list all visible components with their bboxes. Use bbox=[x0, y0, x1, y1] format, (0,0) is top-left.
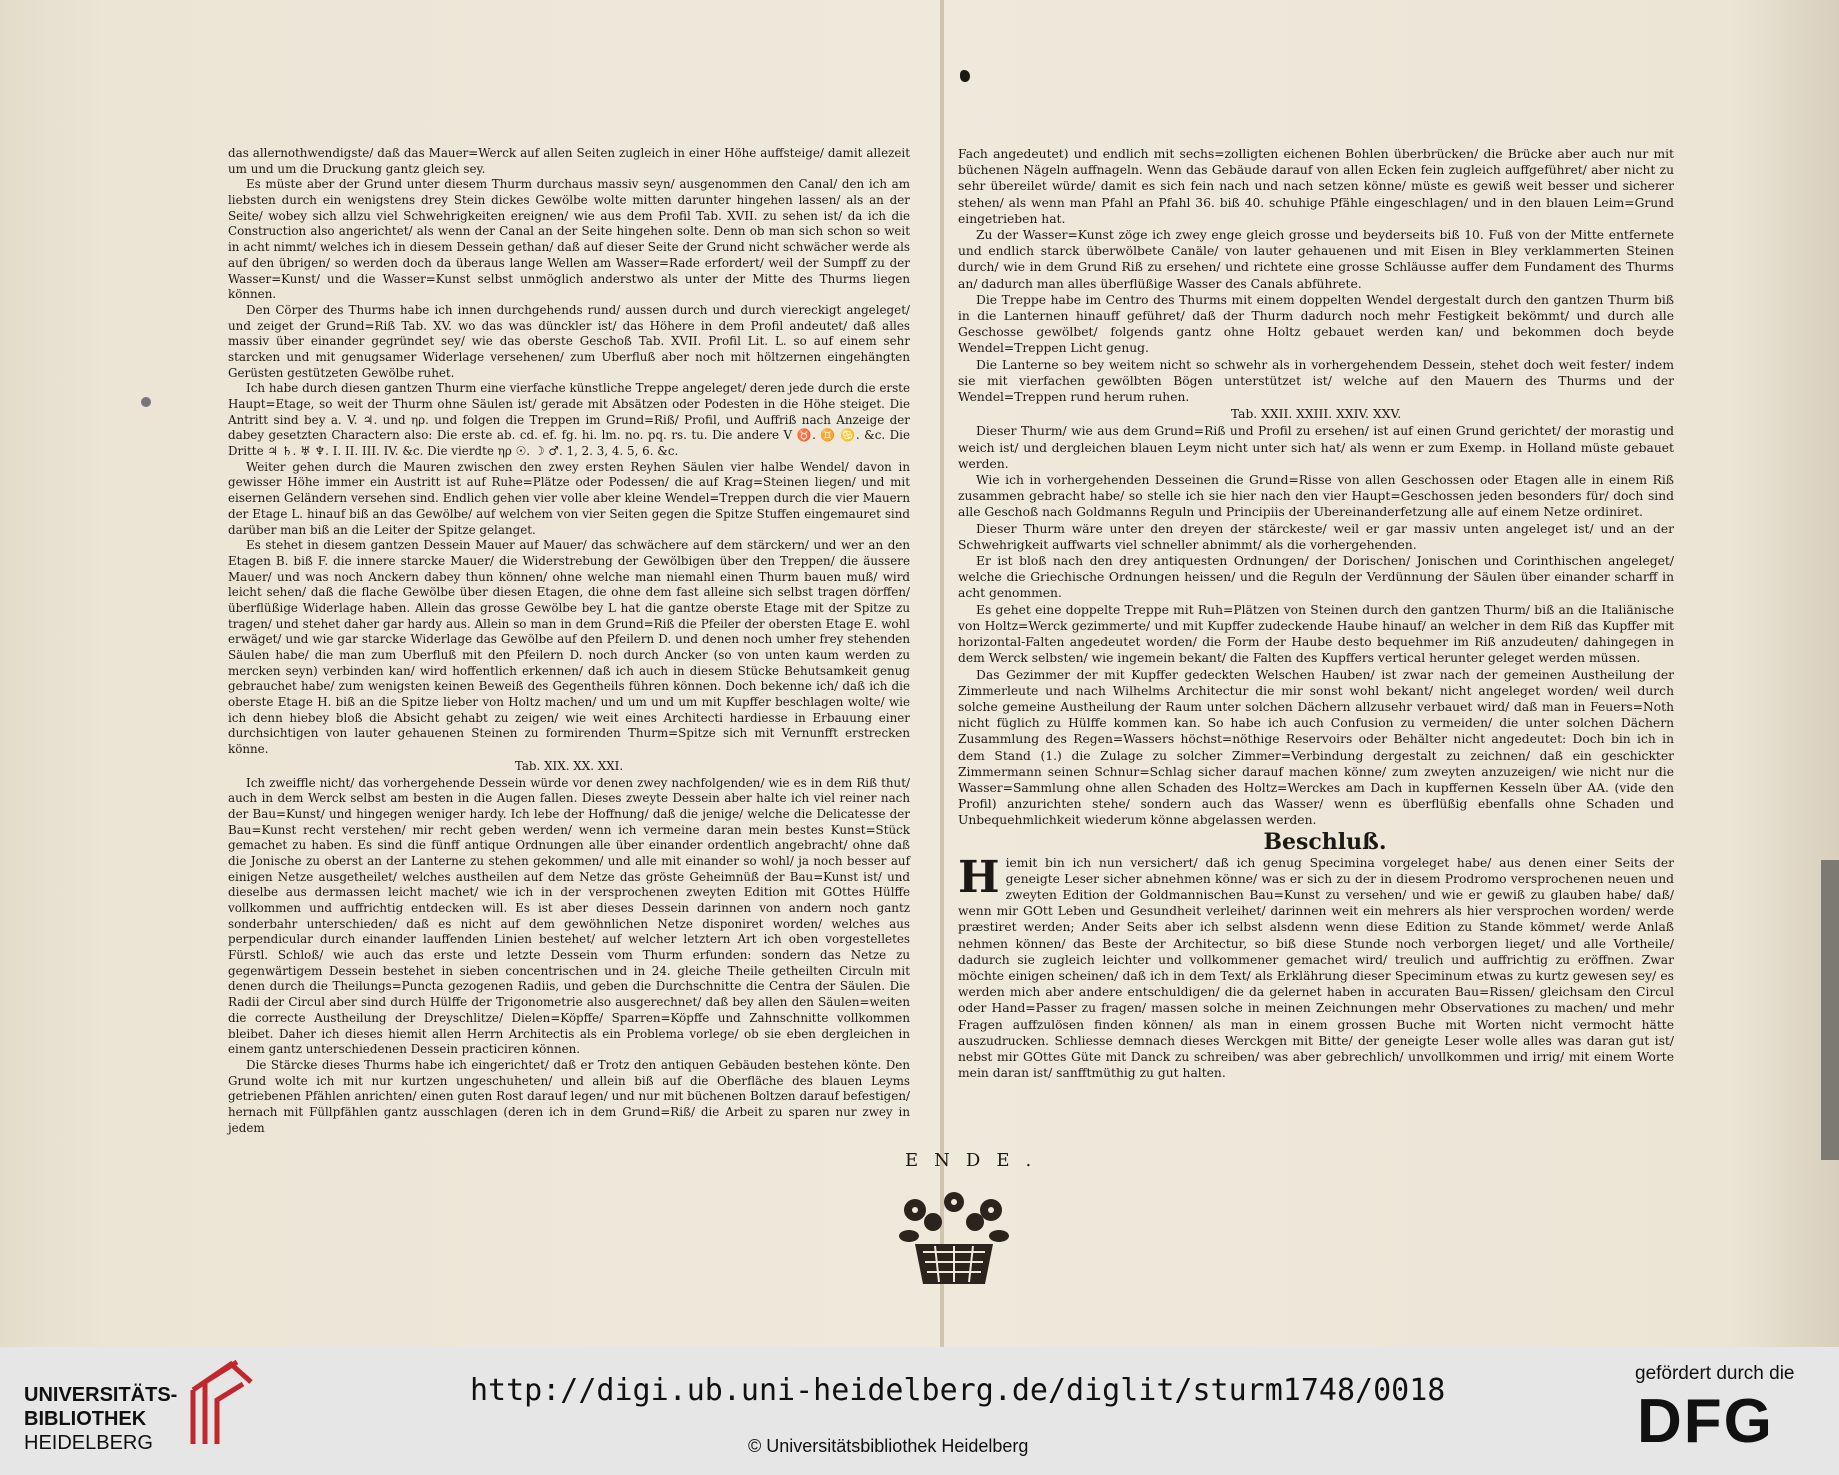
paragraph: Dieser Thurm/ wie aus dem Grund=Riß und Profil zu ersehen/ ist auf einen Grund gerichtet/ der morastig und weich ist/ und dergleichen blauen Leym nicht unter sich hat/ als wenn er zum Exemp. in Holland müste gebauet werden. bbox=[958, 424, 1674, 471]
paragraph: Es stehet in diesem gantzen Dessein Mauer auf Mauer/ das schwächere auf dem stärckern/ und wer an den Etagen B. biß F. die innere starcke Mauer/ die Widerstrebung der Gewölbigen über den Treppen/ die äussere Mauer/ und was noch Anckern dabey thun können/ ohne welche man niemahl einen Thurm bauen muß/ wird leicht sehen/ daß die flache Gewölbe über diesen Etagen, die ohne dem fast alleine sich selbst tragen dörffen/ überflüßige Widerlage haben. Allein das grosse Gewölbe bey L hat die gantze oberste Etage mit der Spitze zu tragen/ und stehet daher gar hardy aus. Allein so man in dem Grund=Riß die Pfeiler der obersten Etage E. wohl erwäget/ und wie gar starcke Widerlage das Gewölbe auf den Pfeilern D. und denen noch umher frey stehenden Säulen habe/ die man zum Uberfluß mit den Pfeilern D. noch durch Ancker (so von unten kaum werden zu mercken seyn) verbinden kan/ wird hoffentlich erkennen/ daß ich auch in diesem Stücke Behutsamkeit genug gebrauchet habe/ zum wenigsten keinen Beweiß des Gegentheils führen können. Doch bekenne ich/ daß ich die oberste Etage H. biß an die Spitze lieber von Holtz machen/ und um und um mit Kupffer beschlagen wolte/ wie ich denn hiebey bloß die Absicht gehabt zu zeigen/ wie weit eines Architecti hardiesse in Erbauung einer durchsichtigen von lauter gehauenen Steinen zu formirenden Thurm=Spitze sich mit Vernunfft erstrecken könne. bbox=[228, 538, 910, 757]
paragraph: Wie ich in vorhergehenden Desseinen die Grund=Risse von allen Geschossen oder Etagen alle in einem Riß zusammen gebracht habe/ so stelle ich sie hier nach den vier Haupt=Geschossen jeden besonders für/ doch sind alle Geschoß nach Goldmanns Reguln und Principiis der Ubereinanderfetzung alle auf einem Netze ordiniret. bbox=[958, 473, 1674, 520]
logo-line-1: UNIVERSITÄTS- bbox=[24, 1384, 178, 1406]
copyright-text: © Universitätsbibliothek Heidelberg bbox=[748, 1436, 1029, 1456]
logo-line-2: BIBLIOTHEK bbox=[24, 1408, 147, 1430]
paragraph: Das Gezimmer der mit Kupffer gedeckten Welschen Hauben/ ist zwar nach der gemeinen Austheilung der Zimmerleute und nach Wilhelms Architectur die mir sonst wohl bekant/ nicht angeleget worden/ weil durch solche gemeine Austheilung der Raum unter solchen Dächern allzusehr verbauet wird/ daß man in Feuers=Noth nicht füglich zu Hülffe kommen kan. So habe ich auch Confusion zu vermeiden/ die unter solchen Dächern Zusammlung des Regen=Wassers höchst=nöthige Reservoirs oder Behälter nicht angedeutet: Doch bin ich in dem Stand (1.) die Zulage zu solcher Zimmer=Verbindung dergestalt zu zeichnen/ daß ein geschickter Zimmermann seinen Schnur=Schlag sicher darauf machen könne/ zum zweyten anzuzeigen/ wie nicht nur die Wasser=Sammlung ohne allen Schaden des Holtz=Werckes am Dach in kupffernen Kesseln über AA. (vide den Profil) anzurichten stehe/ sondern auch das Wasser/ wenn es überflüßig ebenfalls ohne Schaden und Unbequehmlichkeit wiederum könne abgelassen werden. bbox=[958, 667, 1674, 828]
paragraph: Es gehet eine doppelte Treppe mit Ruh=Plätzen von Steinen durch den gantzen Thurm/ biß an die Italiänische von Holtz=Werck gezimmerte/ und mit Kupffer zudeckende Haube hinauf/ an welcher in dem Riß das Kupffer mit horizontal-Falten angedeutet worden/ die Form der Haube desto bequehmer im Riß anzudeuten/ dahingegen in dem Werck selbsten/ wie ingemein bekant/ die Falten des Kupffers vertical herunter geleget werden müssen. bbox=[958, 602, 1674, 666]
paragraph: Er ist bloß nach den drey antiquesten Ordnungen/ der Dorischen/ Jonischen und Corinthischen angeleget/ welche die Griechische Ordnungen heissen/ und die Reguln der Verdünnung der Säulen über einander scharff in acht genommen. bbox=[958, 554, 1674, 601]
ink-blot bbox=[960, 70, 970, 82]
paragraph: Es müste aber der Grund unter diesem Thurm durchaus massiv seyn/ ausgenommen den Canal/ den ich am liebsten durch ein wenigstens drey Stein dickes Gewölbe wolte mitten darunter hingehen lassen/ als an der Seite/ wobey sich allzu viel Schwehrigkeiten ereignen/ wie aus dem Profil Tab. XVII. zu sehen ist/ da ich die Construction also angerichtet/ als wenn der Canal an der Seite hingehen solte. Denn ob man sich schon so weit in acht nimmt/ welches ich in diesem Dessein gethan/ daß auf dieser Seite der Grund nicht schwächer werde als auf den übrigen/ so werden doch da überaus lange Wellen am Wasser=Rade erfordert/ weil der Sumpff zu der Wasser=Kunst/ und die Wasser=Kunst selbst unmöglich anderstwo als unter der Mitte des Thurms liegen können. bbox=[228, 177, 910, 302]
drop-cap: H bbox=[958, 851, 1000, 903]
dfg-logo[interactable]: DFG bbox=[1637, 1387, 1774, 1456]
permalink-url[interactable]: http://digi.ub.uni-heidelberg.de/diglit/sturm1748/0018 bbox=[470, 1373, 1446, 1408]
paragraph: Zu der Wasser=Kunst zöge ich zwey enge gleich grosse und beyderseits biß 10. Fuß von der Mitte entfernete und endlich starck überwölbete Canäle/ von lauter gehauenen und mit Eisen in Bley verklammerten Steinen durch/ wie in dem Grund Riß zu ersehen/ und richtete eine grosse Schläusse auffer dem Fundament des Thurms an/ dadurch man alles überflüßige Wasser des Canals abführete. bbox=[958, 228, 1674, 291]
paragraph: Dieser Thurm wäre unter den dreyen der stärckeste/ weil er gar massiv unten angeleget ist/ und an der Schwehrigkeit auffwarts viel schneller abnimmt/ als die vorhergehenden. bbox=[958, 521, 1674, 552]
section-heading: Beschluß. bbox=[1263, 828, 1387, 855]
scan-edge bbox=[1821, 860, 1839, 1160]
paragraph: Ich zweiffle nicht/ das vorhergehende Dessein würde vor denen zwey nachfolgenden/ wie es in dem Riß thut/ auch in dem Werck selbst am besten in die Augen fallen. Dieses zweyte Dessein aber halte ich viel reiner nach der Bau=Kunst/ und hingegen weniger hardy. Ich lebe der Hoffnung/ daß die jenige/ welche die Delicatesse der Bau=Kunst recht verstehen/ mir recht geben werden/ wenn ich vermeine daran mein bestes Kunst=Stück gemachet zu haben. Es sind die fünff antique Ordnungen alle über einander ordentlich angebracht/ ohne daß die Jonische zu oberst an der Lanterne zu stehen gekommen/ und alle mit einander so wohl/ ja noch besser auf einigen Netze ausgetheilet/ welches austheilen auf dem Netze das gröste Geheimnüß der Bau=Kunst ist/ und dieselbe aus dermassen leicht machet/ wie ich in der versprochenen zweyten Edition mit GOttes Hülffe vollkommen und auffrichtig entdecken will. Es ist aber dieses Dessein darinnen von andern noch gantz sonderbahr unterschieden/ daß es nicht auf dem gewöhnlichen Netze disponiret worden/ welches aus perpendicular durch einander lauffenden Linien bestehet/ auf welcher letztern Art ich oben vorgestelletes Fürstl. Schloß/ wie auch das erste und letzte Dessein vom Thurm erfunden: sondern das Netze zu gegenwärtigem Dessein bestehet in sieben concentrischen und in 24. gleiche Theile getheilten Circuln mit denen durch die Theilungs=Puncta gezogenen Radiis, und geben die Durchschnitte die Centra der Säulen. Die Radii der Circul aber sind durch Hülffe der Trigonometrie also ausgerechnet/ daß bey allen den Säulen=weiten die correcte Austheilung der Dreyschlitze/ Dielen=Köpffe/ Sparren=Köpffe und Zahnschnitte vollkommen bleibet. Daher ich dieses hiemit allen Herrn Architectis als ein Problema vorlege/ ob sie eben dergleichen in einem gantz unterschiedenen Dessein practiciren können. bbox=[228, 775, 910, 1057]
dfg-funding-label: gefördert durch die bbox=[1635, 1363, 1795, 1384]
ende-text: ENDE. bbox=[905, 1150, 1048, 1171]
paragraph: Die Stärcke dieses Thurms habe ich eingerichtet/ daß er Trotz den antiquen Gebäuden bestehen könte. Den Grund wolte ich mit nur kurtzen ungeschuheten/ und allein biß auf die Oberfläche des blauen Leyms getriebenen Pfählen anrichten/ einen guten Rost darauf legen/ und nur mit büchenen Boltzen darauf befestigen/ hernach mit Füllpfählen gantz ausschlagen (deren ich in dem Grund=Riß/ die Arbeit zu sparen nur zwey in jedem bbox=[228, 1057, 910, 1135]
right-text-column bbox=[958, 146, 1674, 1081]
library-logo-text[interactable] bbox=[24, 1383, 177, 1455]
flower-basket-ornament bbox=[895, 1192, 1013, 1290]
left-text-column bbox=[228, 146, 910, 1136]
paragraph: Den Cörper des Thurms habe ich innen durchgehends rund/ aussen durch und durch viereckigt angeleget/ und zeiget der Grund=Riß Tab. XV. wo das was dünckler ist/ das Höhere in dem Profil andeutet/ daß alles massiv über einander gegründet sey/ wie das oberste Geschoß Tab. XVII. Profil Lit. L. so auf einem sehr starcken und mit genugsamer Widerlage versehenen/ zum Uberfluß aber noch mit höltzernen eingehängten Gerüsten gestützeten Gewölbe ruhet. bbox=[228, 302, 910, 380]
library-logo-icon[interactable] bbox=[185, 1360, 255, 1446]
logo-line-3: HEIDELBERG bbox=[24, 1432, 153, 1454]
paragraph: Die Treppe habe im Centro des Thurms mit einem doppelten Wendel dergestalt durch den gantzen Thurm biß in die Lanternen hinauff geführet/ daß der Thurm dadurch noch mehr Festigkeit bekömmt/ und durch alle Geschosse gewölbet/ folgends gantz ohne Holtz gebauet werden kan/ und bekommen doch beyde Wendel=Treppen Licht genug. bbox=[958, 292, 1674, 356]
paper-spot bbox=[141, 397, 151, 407]
paragraph-text: iemit bin ich nun versichert/ daß ich genug Specimina vorgeleget habe/ aus denen einer Seits der geneigte Leser sicher abnehmen könne/ was er sich zu der in diesem Prodromo versprochenen neuen und zweyten Edition der Goldmannischen Bau=Kunst zu versehen/ und wie er gewiß zu glauben habe/ daß/ wenn mir GOtt Leben und Gesundheit verleihet/ darinnen weit ein mehrers als hier versprochen worden/ werde præstiret werden; Ander Seits aber ich selbst alsdenn wenn diese Edition zu Stande kömmet/ werde Anlaß nehmen können/ das Beste der Architectur, so biß diese Stunde noch verborgen lieget/ und alle Vortheile/ dadurch sie zugleich leichter und vollkommener gemachet wird/ treulich und auffrichtig zu eröffnen. Zwar möchte einigen scheinen/ daß ich in dem Text/ als Erklährung dieser Speciminum etwas zu kurtz gewesen sey/ es werden mich aber andere entschuldigen/ die da gelernet haben in accuraten Bau=Rissen/ gleichsam den Circul oder Hand=Passer zu fragen/ massen solche in meinen Zeichnungen mehr Observationes zu machen/ und mehr Fragen auffzulösen finden können/ als man in einem grossen Buche mit Worten nicht vermocht hätte auszudrucken. Schliesse demnach dieses Werckgen mit Bitte/ der geneigte Leser wolle alles was daran gut ist/ nebst mir GOttes Güte mit Danck zu schreiben/ was aber gebrechlich/ unvollkommen und irrig/ mit einem Worte mein daran ist/ sanfftmüthig zu gut halten. bbox=[958, 855, 1674, 1081]
closing-paragraph bbox=[958, 851, 1674, 1082]
page-gutter bbox=[940, 0, 944, 1347]
paragraph: das allernothwendigste/ daß das Mauer=Werck auf allen Seiten zugleich in einer Höhe auffsteige/ damit allezeit um und um die Druckung gantz gleich sey. bbox=[228, 146, 910, 176]
table-reference: Tab. XIX. XX. XXI. bbox=[514, 758, 624, 773]
paragraph: Weiter gehen durch die Mauren zwischen den zwey ersten Reyhen Säulen vier halbe Wendel/ davon in gewisser Höhe immer ein Austritt ist auf Ruhe=Plätze oder Podessen/ die auf Krag=Steinen liegen/ und mit eisernen Geländern versehen sind. Endlich gehen vier volle aber kleine Wendel=Treppen durch die vier Mauern der Etage L. hinauf biß an das Gewölbe/ auf welchem von vier Seiten gegen die Spitze Stuffen eingemauret sind darüber man biß an die Leiter der Spitze gelanget. bbox=[228, 459, 910, 537]
paragraph: Die Lanterne so bey weitem nicht so schwehr als in vorhergehendem Dessein, stehet doch weit fester/ indem sie mit vierfachen gewölbten Bögen unterstützet ist/ welche auf den Mauern des Thurms und der Wendel=Treppen rund herum ruhen. bbox=[958, 357, 1674, 405]
paragraph: Ich habe durch diesen gantzen Thurm eine vierfache künstliche Treppe angeleget/ deren jede durch die erste Haupt=Etage, so weit der Thurm ohne Säulen ist/ gerade mit Absätzen oder Podesten in die Höhe steiget. Die Antritt sind bey a. V. ♃. und ηρ. und folgen die Treppen im Grund=Riß/ Profil, und Auffriß nach Anzeige der dabey gesetzten Charactern also: Die erste ab. cd. ef. fg. hi. lm. no. pq. rs. tu. Die andere V ♉. ♊ ♋. &c. Die Dritte ♃ ♄. ♅ ♆. I. II. III. IV. &c. Die vierdte ηρ ☉. ☽ ♂. 1, 2. 3, 4. 5, 6. &c. bbox=[228, 381, 910, 459]
table-reference: Tab. XXII. XXIII. XXIV. XXV. bbox=[1230, 407, 1402, 422]
paragraph: Fach angedeutet) und endlich mit sechs=zolligten eichenen Bohlen überbrücken/ die Brücke aber auch nur mit büchenen Nägeln auffnageln. Wenn das Gebäude darauf von allen Ecken fein zugleich auffgeführet/ aber nicht zu sehr übereilet würde/ damit es sich fein nach und nach setzen könne/ müste es gewiß weit besser und sicherer stehen/ als wenn man Pfahl an Pfahl 36. biß 40. schuhige Pfähle eingeschlagen/ und in den blauen Leim=Grund eingetrieben hat. bbox=[958, 147, 1674, 226]
